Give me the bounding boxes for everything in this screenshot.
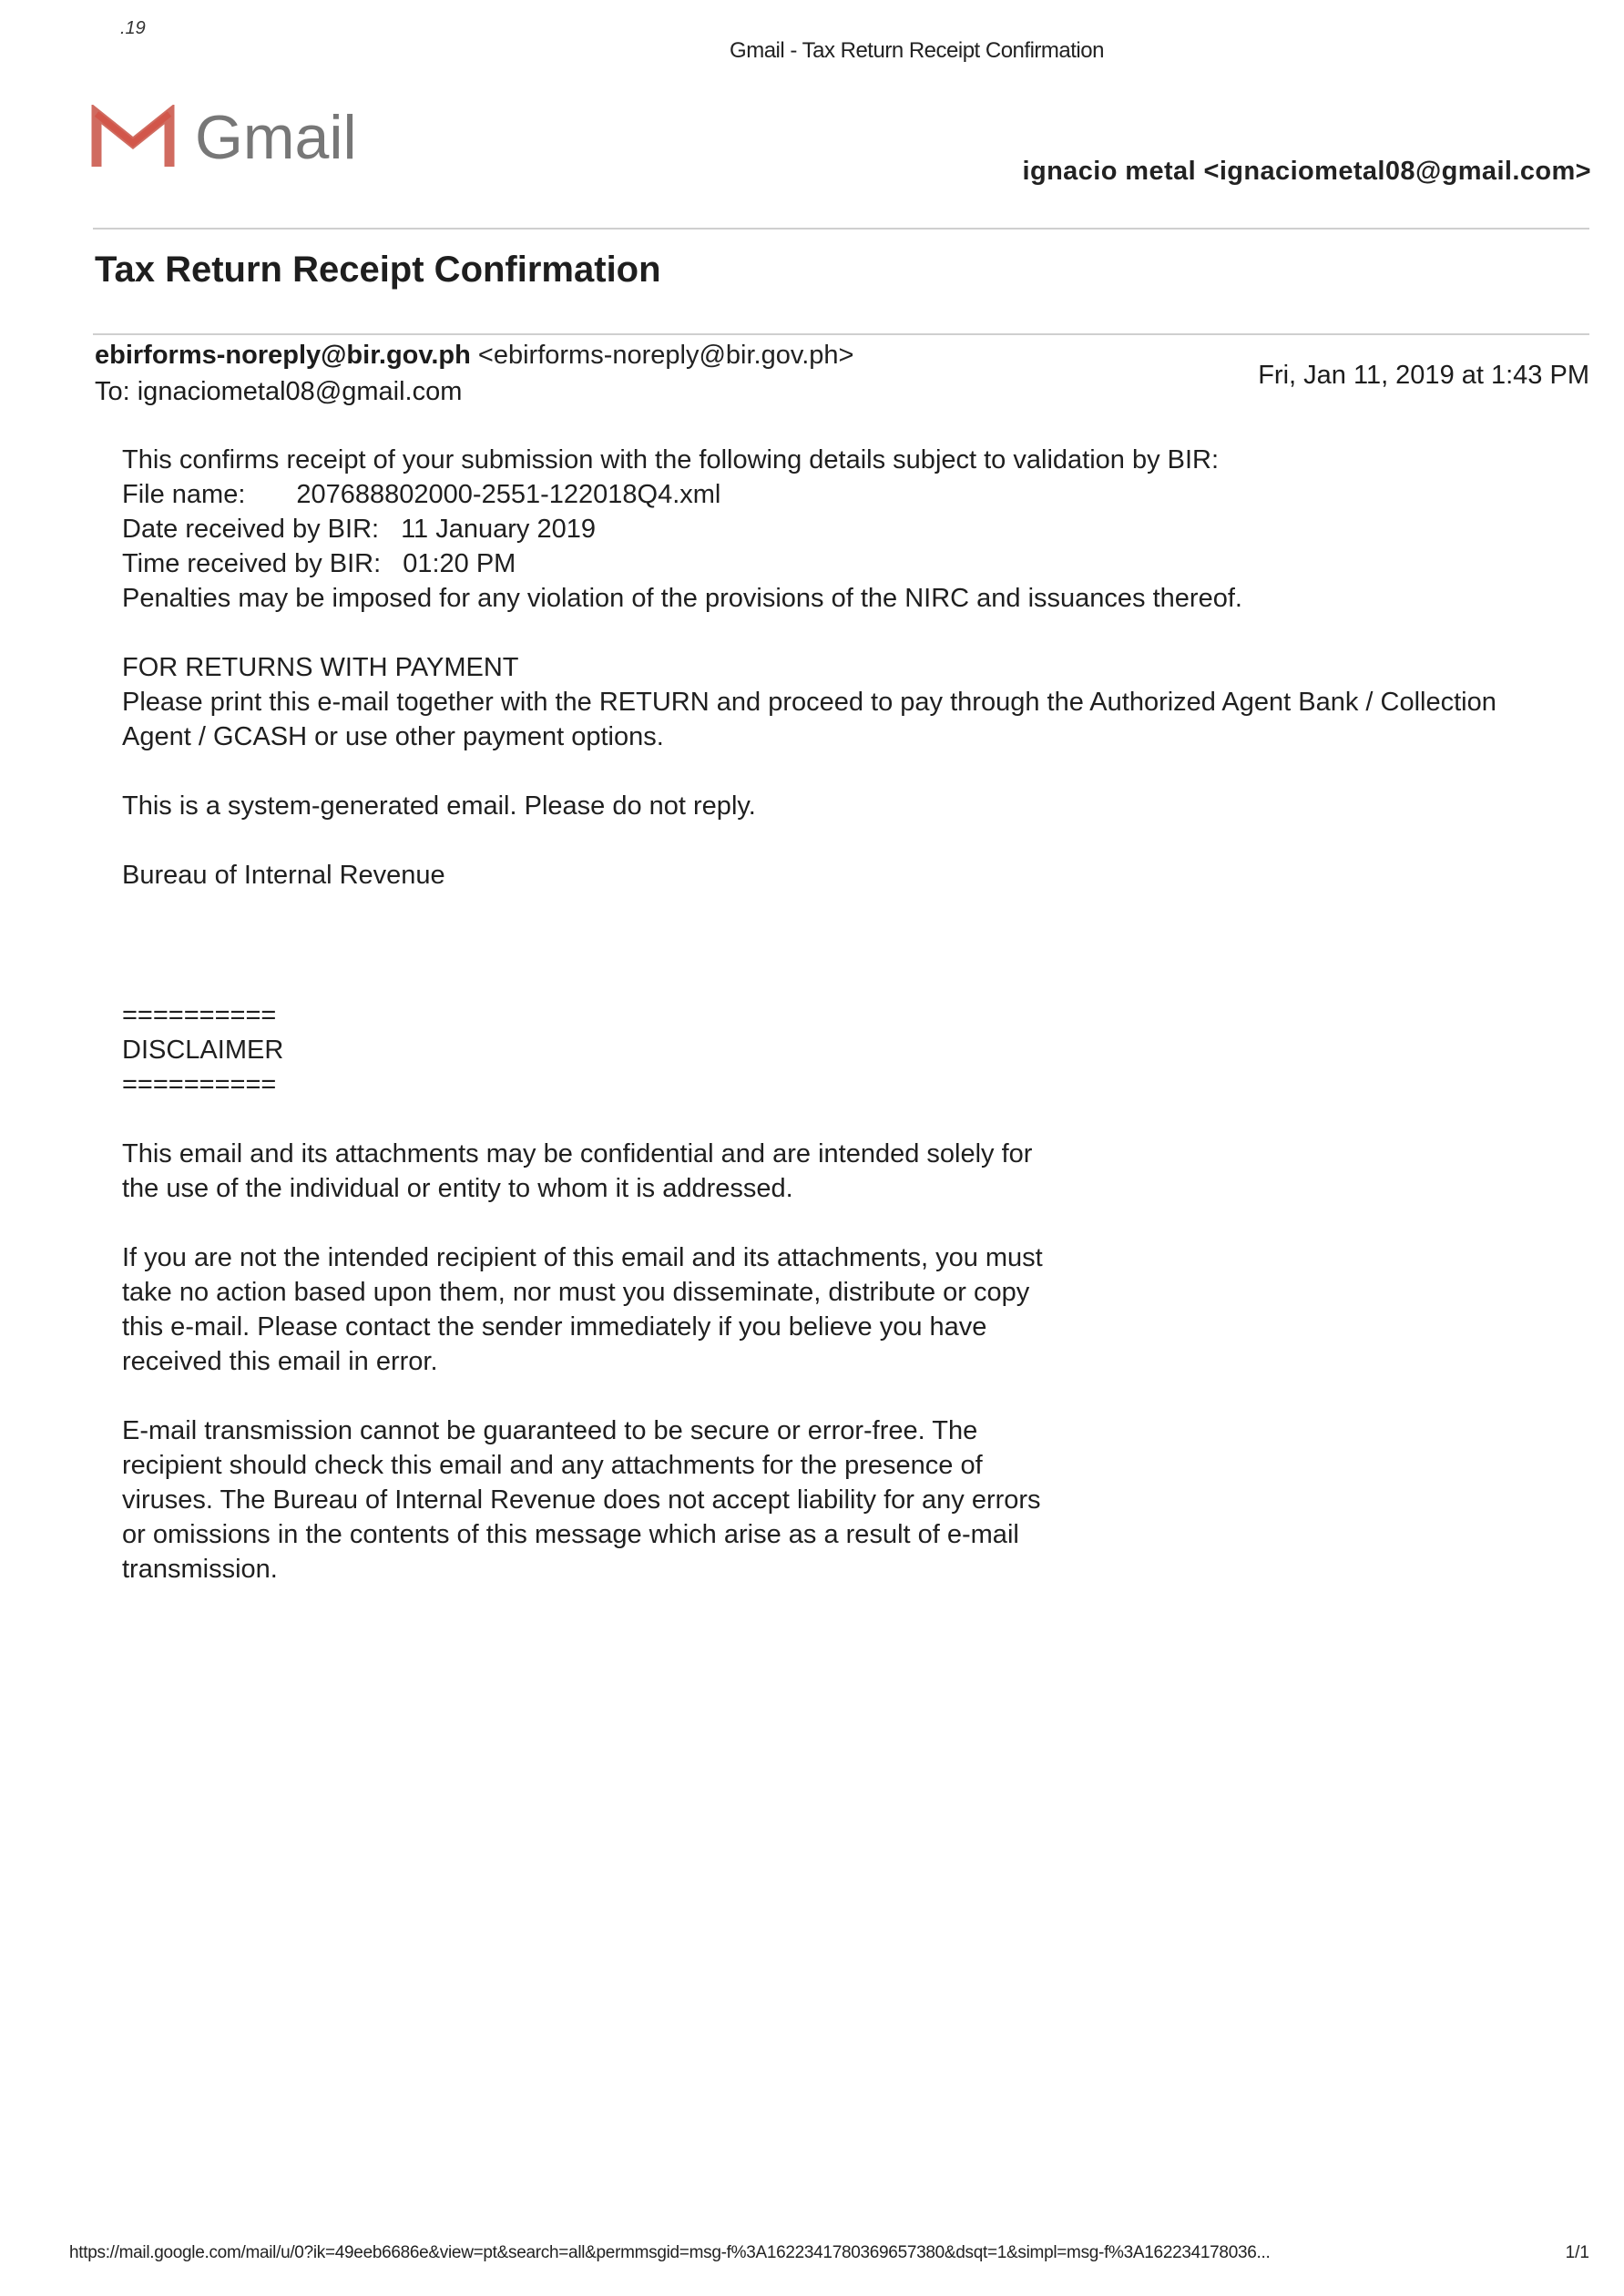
sender-name: ebirforms-noreply@bir.gov.ph <box>95 341 471 370</box>
file-name-label: File name: <box>122 480 246 509</box>
account-identity: ignacio metal <ignaciometal08@gmail.com> <box>1022 157 1591 186</box>
disclaimer-paragraph-2: If you are not the intended recipient of this email and its attachments, you must take no action based upon them, nor must you disseminate, distribute or copy this e-mail. Please contact the sender immediately if you believe you have received this email in error. <box>122 1243 1043 1376</box>
print-header-title: Gmail - Tax Return Receipt Confirmation <box>730 38 1104 63</box>
sender-line <box>95 341 853 371</box>
print-footer-url: https://mail.google.com/mail/u/0?ik=49eeb6686e&view=pt&search=all&permmsgid=msg-f%3A1622341780369657380&dsqt=1&simpl=msg-f%3A162234178036... <box>69 2243 1271 2262</box>
payment-text: Please print this e-mail together with the RETURN and proceed to pay through the Authorized Agent Bank / Collection Agent / GCASH or use other payment options. <box>122 688 1496 751</box>
penalties-text: Penalties may be imposed for any violation of the provisions of the NIRC and issuances thereof. <box>122 584 1242 613</box>
gmail-m-icon <box>91 105 175 170</box>
print-footer-page: 1/1 <box>1565 2243 1589 2262</box>
recipient-line: To: ignaciometal08@gmail.com <box>95 377 463 406</box>
gmail-logo <box>91 102 357 173</box>
file-name-value: 207688802000-2551-122018Q4.xml <box>296 480 721 509</box>
date-received-label: Date received by BIR: <box>122 515 380 544</box>
message-date: Fri, Jan 11, 2019 at 1:43 PM <box>1258 361 1589 390</box>
header-divider <box>93 228 1589 230</box>
email-subject: Tax Return Receipt Confirmation <box>95 250 661 290</box>
time-received-label: Time received by BIR: <box>122 549 382 578</box>
disclaimer-paragraph-1: This email and its attachments may be confidential and are intended solely for the use of the individual or entity to whom it is addressed. <box>122 1139 1033 1203</box>
file-name-row <box>122 477 1543 512</box>
signature: Bureau of Internal Revenue <box>122 861 445 890</box>
intro-text: This confirms receipt of your submission with the following details subject to validation by BIR: <box>122 445 1220 475</box>
date-received-row <box>122 512 1543 546</box>
gmail-wordmark: Gmail <box>195 103 357 172</box>
time-received-value: 01:20 PM <box>403 549 516 578</box>
disclaimer-paragraph-3: E-mail transmission cannot be guaranteed to be secure or error-free. The recipient should check this email and any attachments for the presence of viruses. The Bureau of Internal Revenue does not accept liability for any errors or omissions in the contents of this message which arise as a result of e-mail transmission. <box>122 1416 1041 1584</box>
payment-heading: FOR RETURNS WITH PAYMENT <box>122 653 519 682</box>
disclaimer-separator-top: ========== <box>122 1001 277 1030</box>
page-marker: .19 <box>120 18 146 38</box>
time-received-row <box>122 546 1543 581</box>
disclaimer-title: DISCLAIMER <box>122 1036 284 1065</box>
sender-address: <ebirforms-noreply@bir.gov.ph> <box>477 341 854 370</box>
date-received-value: 11 January 2019 <box>401 515 596 544</box>
subject-divider <box>93 333 1589 335</box>
email-body <box>122 443 1543 1587</box>
system-note: This is a system-generated email. Please do not reply. <box>122 791 756 821</box>
disclaimer-separator-bottom: ========== <box>122 1070 277 1099</box>
